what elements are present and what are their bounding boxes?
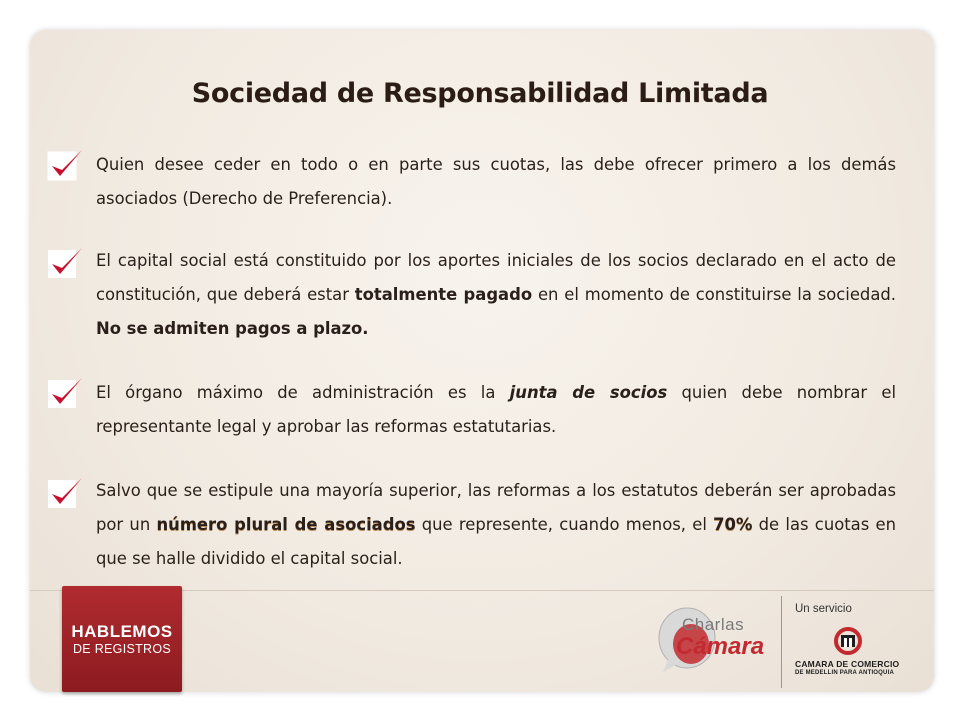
hablemos-registros-tab [62, 586, 182, 692]
item-4-text-1: Salvo que se estipule una mayoría superior, las reformas a los estatutos deberán ser aprobadas por un [96, 481, 896, 534]
hablemos-line-1: HABLEMOS [71, 622, 173, 641]
item-3-text-1: El órgano máximo de administración es la [96, 383, 510, 402]
item-4-bold-1: número plural de asociados [156, 515, 416, 534]
check-icon [46, 376, 86, 410]
bullet-item-3 [96, 376, 896, 444]
item-4-bold-2: 70% [713, 515, 753, 534]
item-2-text-2: en el momento de constituirse la sociedad. [532, 285, 896, 304]
item-2-bold-2: No se admiten pagos a plazo. [96, 319, 369, 338]
check-icon [46, 476, 86, 510]
check-icon [46, 246, 86, 280]
check-icon [46, 148, 86, 182]
item-3-text-2: quien debe nombrar el representante legal y aprobar las reformas estatutarias. [96, 383, 896, 436]
camara-text: Cámara [676, 633, 765, 660]
bullet-item-1 [96, 148, 896, 216]
item-3-bold-italic: junta de socios [509, 383, 668, 402]
bullet-item-2 [96, 244, 896, 346]
camara-comercio-logo [833, 626, 863, 656]
item-2-text-1: El capital social está constituido por los aportes iniciales de los socios declarado en el acto de constitución, que deberá estar [96, 251, 896, 304]
hablemos-line-2: DE REGISTROS [72, 642, 172, 656]
camara-comercio-sub: DE MEDELLIN PARA ANTIOQUIA [795, 670, 894, 676]
item-4-text-2: que represente, cuando menos, el [415, 515, 714, 534]
charlas-text: Charlas [682, 615, 745, 634]
item-1-text: Quien desee ceder en todo o en parte sus cuotas, las debe ofrecer primero a los demás asociados (Derecho de Preferencia). [96, 155, 896, 208]
servicio-label: Un servicio [795, 603, 852, 615]
slide-title: Sociedad de Responsabilidad Limitada [191, 78, 769, 109]
bullet-item-4 [96, 474, 896, 576]
item-2-bold-1: totalmente pagado [354, 285, 533, 304]
footer-divider [781, 596, 782, 688]
camara-comercio-name: CAMARA DE COMERCIO [795, 659, 900, 669]
item-4-text-3: de las cuotas en que se halle dividido el capital social. [96, 515, 896, 568]
